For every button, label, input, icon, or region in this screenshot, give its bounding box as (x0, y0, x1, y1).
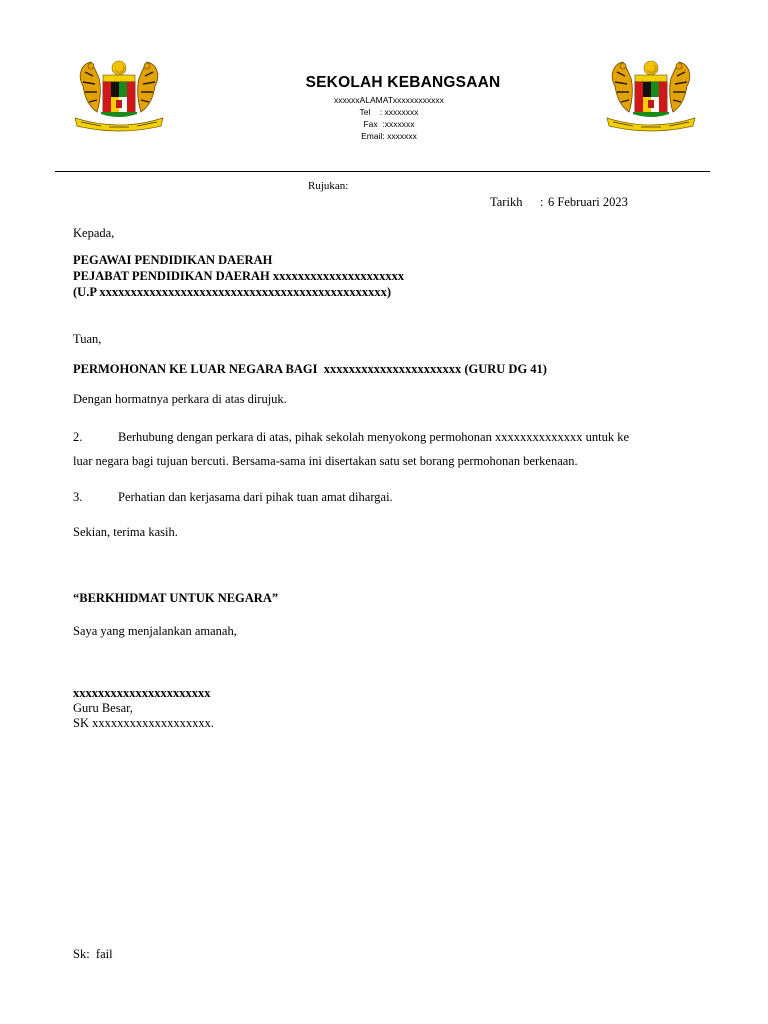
date-separator: : (540, 195, 544, 209)
school-fax: Fax :xxxxxxx (363, 119, 415, 129)
letter-subject: PERMOHONAN KE LUAR NEGARA BAGI xxxxxxxxxxxxxxxxxxxxxx (GURU DG 41) (73, 362, 547, 376)
paragraph-2-number: 2. (73, 430, 83, 444)
school-email: Email: xxxxxxx (361, 131, 417, 141)
paragraph-2-line-2: luar negara bagi tujuan bercuti. Bersama-sama ini disertakan satu set borang permohonan berkenaan. (73, 454, 578, 468)
closing-line: Sekian, terima kasih. (73, 525, 178, 539)
recipient-kepada: Kepada, (73, 226, 115, 240)
paragraph-1: Dengan hormatnya perkara di atas dirujuk. (73, 392, 287, 406)
recipient-line-2: PEJABAT PENDIDIKAN DAERAH xxxxxxxxxxxxxxxxxxxxx (73, 269, 405, 283)
school-address: xxxxxxALAMATxxxxxxxxxxxx (334, 95, 444, 105)
signoff: Saya yang menjalankan amanah, (73, 624, 237, 638)
signer-title: Guru Besar, (73, 701, 133, 715)
reference-label: Rujukan: (308, 180, 349, 192)
date-value: 6 Februari 2023 (548, 195, 628, 209)
paragraph-2-line-1: Berhubung dengan perkara di atas, pihak sekolah menyokong permohonan xxxxxxxxxxxxxx untuk ke (118, 430, 629, 444)
salutation: Tuan, (73, 332, 102, 346)
copy-to-file: Sk: fail (73, 947, 113, 961)
recipient-line-1: PEGAWAI PENDIDIKAN DAERAH (73, 253, 273, 267)
school-tel: Tel : xxxxxxxx (359, 107, 419, 117)
date-label: Tarikh (490, 195, 523, 209)
recipient-line-3: (U.P xxxxxxxxxxxxxxxxxxxxxxxxxxxxxxxxxxxxxxxxxxxxxx) (73, 285, 392, 299)
paragraph-3-number: 3. (73, 490, 83, 504)
school-name: SEKOLAH KEBANGSAAN (305, 74, 501, 91)
motto: “BERKHIDMAT UNTUK NEGARA” (73, 591, 279, 605)
header-divider (55, 171, 710, 172)
signer-school: SK xxxxxxxxxxxxxxxxxxx. (73, 716, 214, 730)
signer-name: xxxxxxxxxxxxxxxxxxxxxx (73, 686, 211, 700)
paragraph-3: Perhatian dan kerjasama dari pihak tuan amat dihargai. (118, 490, 393, 504)
